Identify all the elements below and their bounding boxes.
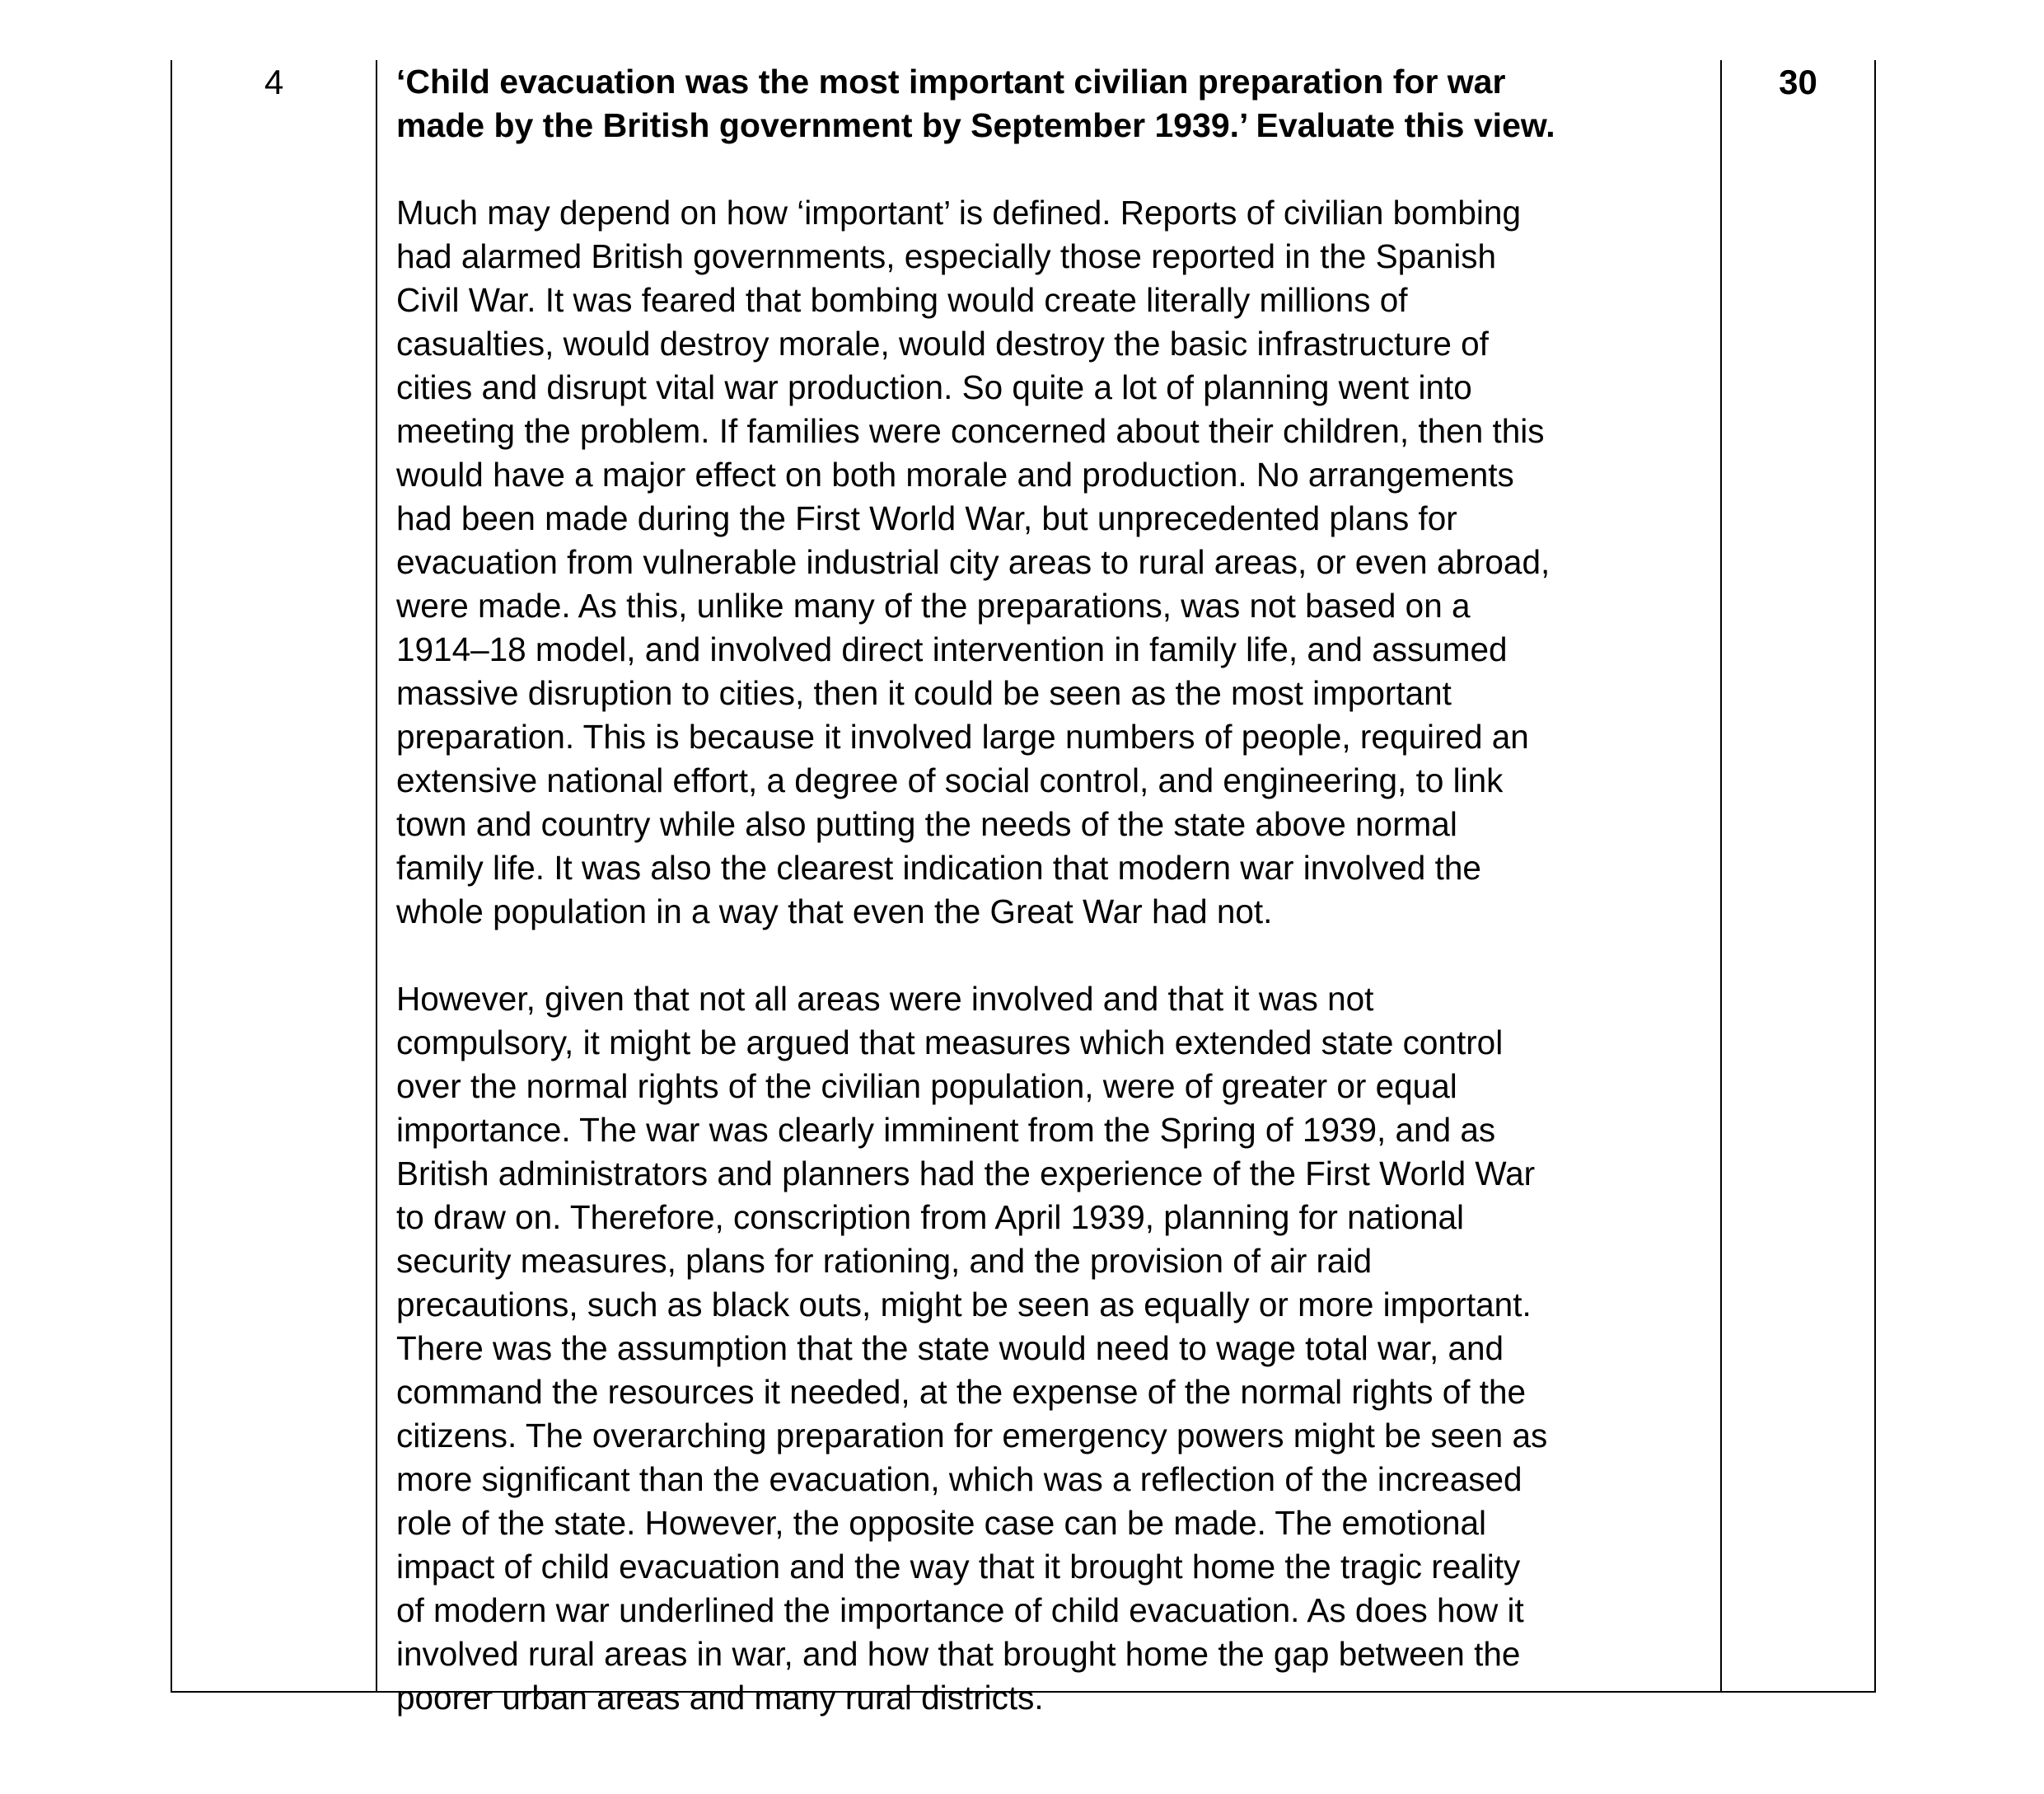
column-divider <box>1720 60 1722 1691</box>
column-divider <box>376 60 377 1691</box>
answer-paragraph: Much may depend on how ‘important’ is defined. Reports of civilian bombing had alarmed British governments, especially those reported in the Spanish Civil War. It was feared that bombing would create literally millions of casualties, would destroy morale, would destroy the basic infrastructure of cities and disrupt vital war production. So quite a lot of planning went into meeting the problem. If families were concerned about their children, then this would have a major effect on both morale and production. No arrangements had been made during the First World War, but unprecedented plans for evacuation from vulnerable industrial city areas to rural areas, or even abroad, were made. As this, unlike many of the preparations, was not based on a 1914–18 model, and involved direct intervention in family life, and assumed massive disruption to cities, then it could be seen as the most important preparation. This is because it involved large numbers of people, required an extensive national effort, a degree of social control, and engineering, to link town and country while also putting the needs of the state above normal family life. It was also the clearest indication that modern war involved the whole population in a way that even the Great War had not. <box>396 194 1551 930</box>
question-text: ‘Child evacuation was the most important civilian preparation for war made by the British government by September 1939.’ Evaluate this view. <box>396 63 1555 144</box>
mark-scheme-table <box>171 60 1876 1717</box>
question-number: 4 <box>264 63 284 101</box>
marks-value: 30 <box>1779 63 1817 101</box>
answer-paragraph: However, given that not all areas were involved and that it was not compulsory, it might be argued that measures which extended state control over the normal rights of the civilian population, were of greater or equal importance. The war was clearly imminent from the Spring of 1939, and as British administrators and planners had the experience of the First World War to draw on. Therefore, conscription from April 1939, planning for national security measures, plans for rationing, and the provision of air raid precautions, such as black outs, might be seen as equally or more important. There was the assumption that the state would need to wage total war, and command the resources it needed, at the expense of the normal rights of the citizens. The overarching preparation for emergency powers might be seen as more significant than the evacuation, which was a reflection of the increased role of the state. However, the opposite case can be made. The emotional impact of child evacuation and the way that it brought home the tragic reality of modern war underlined the importance of child evacuation. As does how it involved rural areas in war, and how that brought home the gap between the poorer urban areas and many rural districts. <box>396 980 1548 1717</box>
answer-cell <box>396 60 1706 1720</box>
